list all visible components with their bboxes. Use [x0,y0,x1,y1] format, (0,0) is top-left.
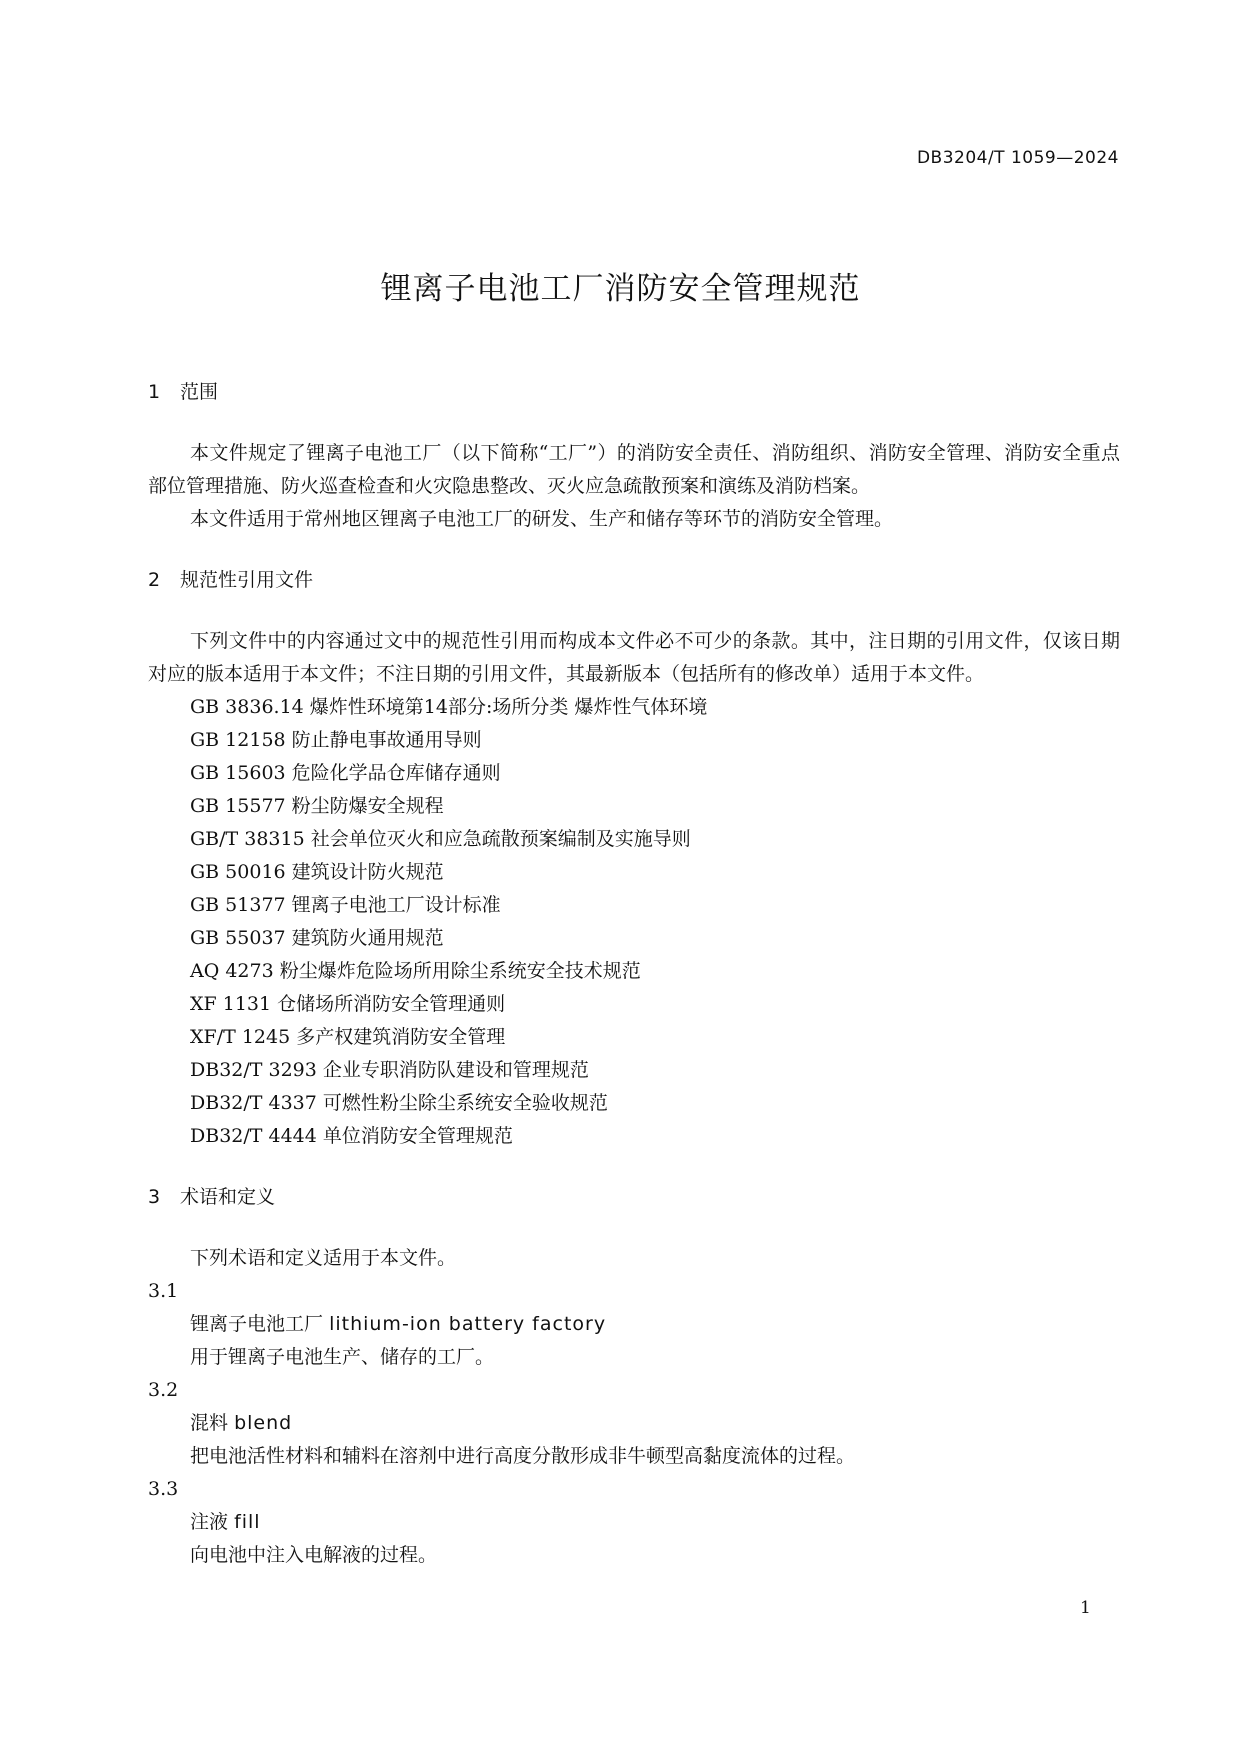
section-number: 3 [148,1186,161,1208]
section-title: 范围 [180,381,219,403]
paragraph: 本文件规定了锂离子电池工厂（以下简称“工厂”）的消防安全责任、消防组织、消防安全管理、消防安全重点部位管理措施、防火巡查检查和火灾隐患整改、灭火应急疏散预案和演练及消防档案。 [148,442,1120,497]
reference-item: XF/T 1245 多产权建筑消防安全管理 [190,1026,506,1048]
section-3-heading [148,1181,1120,1214]
reference-item: AQ 4273 粉尘爆炸危险场所用除尘系统安全技术规范 [190,960,641,982]
section-title: 规范性引用文件 [180,569,314,591]
term-number: 3.1 [148,1280,179,1302]
term-zh: 注液 [190,1511,229,1533]
reference-item: XF 1131 仓储场所消防安全管理通则 [190,993,506,1015]
term-zh: 混料 [190,1412,229,1434]
document-code: DB3204/T 1059—2024 [916,148,1119,168]
term-definition: 向电池中注入电解液的过程。 [190,1544,438,1566]
section-title: 术语和定义 [180,1186,276,1208]
reference-item: GB 3836.14 爆炸性环境第14部分:场所分类 爆炸性气体环境 [190,696,708,718]
paragraph: 下列文件中的内容通过文中的规范性引用而构成本文件必不可少的条款。其中，注日期的引用文件，仅该日期对应的版本适用于本文件；不注日期的引用文件，其最新版本（包括所有的修改单）适用于本文件。 [148,630,1120,685]
section-number: 2 [148,569,161,591]
term-en: lithium-ion battery factory [329,1313,607,1335]
reference-item: DB32/T 4444 单位消防安全管理规范 [190,1125,513,1147]
term-name [148,1308,1120,1341]
document-body [148,376,1120,1572]
reference-item: GB 15603 危险化学品仓库储存通则 [190,762,501,784]
term-number: 3.2 [148,1379,179,1401]
paragraph: 本文件适用于常州地区锂离子电池工厂的研发、生产和储存等环节的消防安全管理。 [190,508,894,530]
term-en: fill [234,1511,261,1533]
section-number: 1 [148,381,161,403]
term-en: blend [234,1412,293,1434]
reference-item: GB 51377 锂离子电池工厂设计标准 [190,894,501,916]
reference-item: GB/T 38315 社会单位灭火和应急疏散预案编制及实施导则 [190,828,691,850]
reference-item: GB 50016 建筑设计防火规范 [190,861,444,883]
term-zh: 锂离子电池工厂 [190,1313,324,1335]
term-number: 3.3 [148,1478,179,1500]
term-name [148,1506,1120,1539]
document-title: 锂离子电池工厂消防安全管理规范 [380,271,861,307]
reference-item: GB 55037 建筑防火通用规范 [190,927,444,949]
term-name [148,1407,1120,1440]
term-definition: 把电池活性材料和辅料在溶剂中进行高度分散形成非牛顿型高黏度流体的过程。 [190,1445,856,1467]
page-number: 1 [1080,1598,1091,1618]
reference-item: GB 15577 粉尘防爆安全规程 [190,795,444,817]
reference-item: DB32/T 4337 可燃性粉尘除尘系统安全验收规范 [190,1092,608,1114]
paragraph: 下列术语和定义适用于本文件。 [190,1247,457,1269]
section-2-heading [148,564,1120,597]
section-1-heading [148,376,1120,409]
reference-item: DB32/T 3293 企业专职消防队建设和管理规范 [190,1059,589,1081]
reference-item: GB 12158 防止静电事故通用导则 [190,729,482,751]
term-definition: 用于锂离子电池生产、储存的工厂。 [190,1346,495,1368]
